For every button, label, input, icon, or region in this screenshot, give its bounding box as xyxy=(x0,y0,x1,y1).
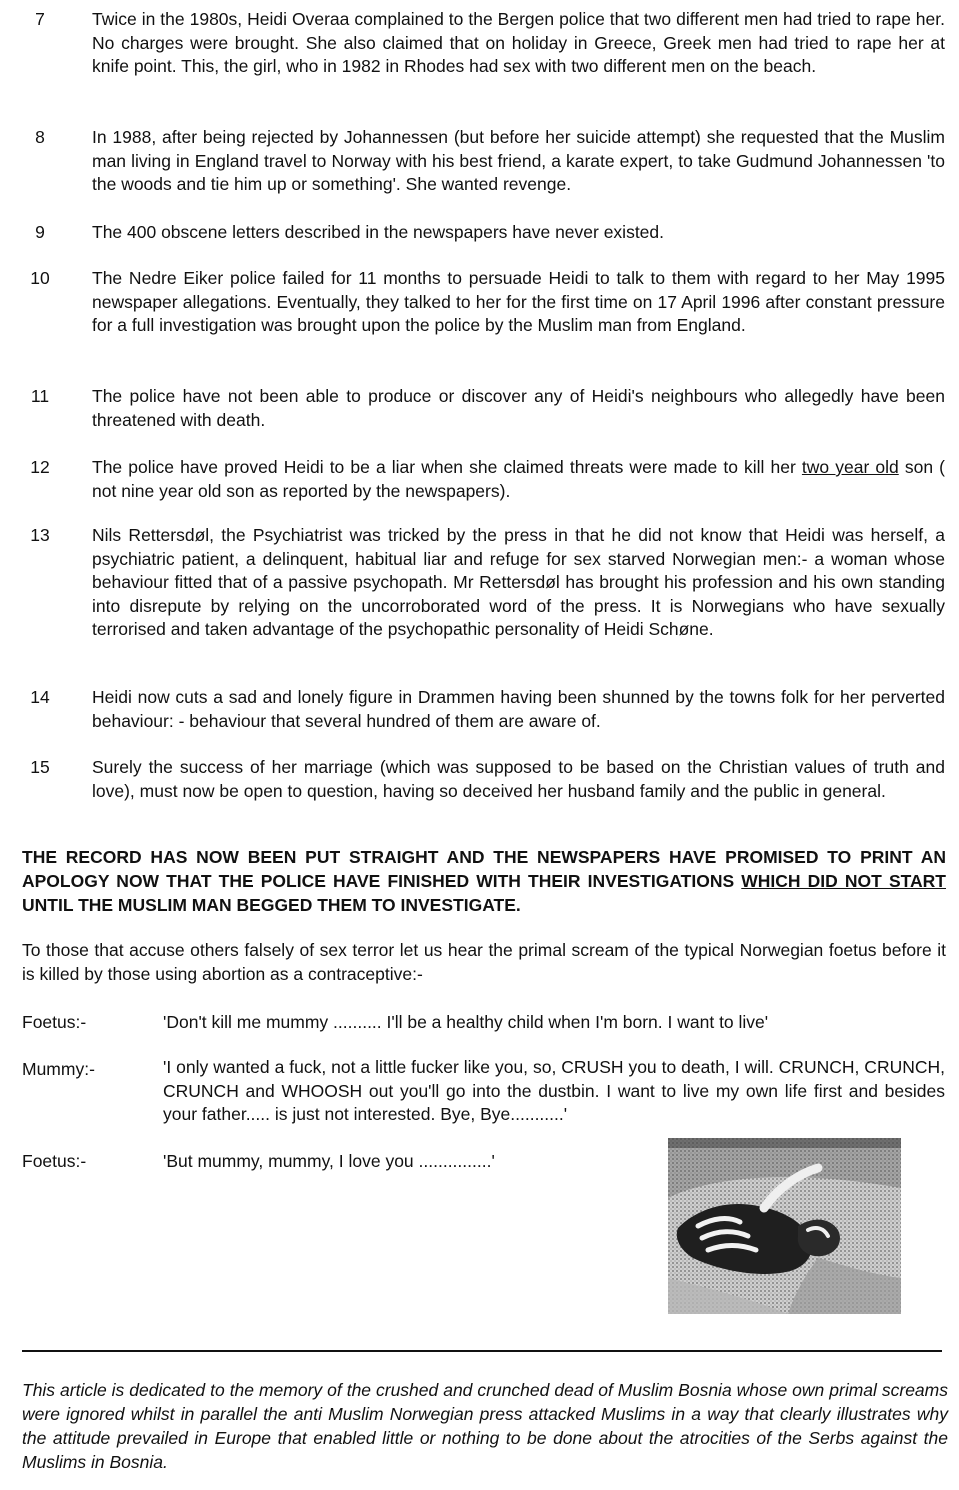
paragraph-text: Heidi now cuts a sad and lonely figure in Drammen having been shunned by the towns folk for her perverted behaviour: - behaviour that several hundred of them are aware of. xyxy=(92,687,945,731)
record-underlined-phrase: WHICH DID NOT START xyxy=(741,871,946,891)
dedication-paragraph: This article is dedicated to the memory of the crushed and crunched dead of Muslim Bosnia whose own primal screams were ignored whilst in parallel the anti Muslim Norwegian press attacked Muslims in a way that clearly illustrates why the attitude prevailed in Europe that enabled little or nothing to be done about the atrocities of the Serbs against the Muslims in Bosnia. xyxy=(22,1380,948,1472)
hands-photo xyxy=(668,1138,901,1314)
underlined-phrase: two year old xyxy=(801,457,899,477)
paragraph-text: The Nedre Eiker police failed for 11 months to persuade Heidi to talk to them with regard to her May 1995 newspaper allegations. Eventually, they talked to her for the first time on 17 April 1996 after constant pressure for a full investigation was brought upon the police by the Muslim man from England. xyxy=(92,268,945,335)
paragraph-text: Surely the success of her marriage (which was supposed to be based on the Christian values of truth and love), must now be open to question, having so deceived her husband family and the public in general. xyxy=(92,757,945,801)
paragraph-text: In 1988, after being rejected by Johannessen (but before her suicide attempt) she requested that the Muslim man living in England travel to Norway with his best friend, a karate expert, to take Gudmund Johannessen 'to the woods and tie him up or something'. She wanted revenge. xyxy=(92,127,945,194)
dialogue-speaker: Foetus:- xyxy=(22,1151,87,1171)
paragraph-number: 13 xyxy=(30,525,50,545)
record-statement xyxy=(22,845,946,917)
paragraph-number: 9 xyxy=(35,222,45,242)
paragraph-number: 11 xyxy=(30,386,50,406)
paragraph-text-part: The police have proved Heidi to be a liar when she claimed threats were made to kill her xyxy=(92,457,802,477)
record-text-part: UNTIL THE MUSLIM MAN BEGGED THEM TO INVESTIGATE. xyxy=(22,895,521,915)
paragraph-number: 7 xyxy=(35,9,45,29)
dialogue-text: 'I only wanted a fuck, not a little fucker like you, so, CRUSH you to death, I will. CRUNCH, CRUNCH, CRUNCH and WHOOSH out you'll go into the dustbin. I want to live my own life first and besides your father..... is just not interested. Bye, Bye...........' xyxy=(163,1057,945,1124)
paragraph-number: 8 xyxy=(35,127,45,147)
paragraph-number: 15 xyxy=(30,757,50,777)
paragraph-text: Nils Rettersdøl, the Psychiatrist was tricked by the press in that he did not know that Heidi was herself, a psychiatric patient, a delinquent, habitual liar and refuge for sex starved Norwegian men:- a woman whose behaviour fitted that of a passive psychopath. Mr Rettersdøl has brought his profession and his own standing into disrepute by relying on the uncorroborated word of the press. It is Norwegians who have sexually terrorised and taken advantage of the psychopathic personality of Heidi Schøne. xyxy=(92,525,945,639)
dialogue-speaker: Mummy:- xyxy=(22,1059,95,1079)
dialogue-text: 'Don't kill me mummy .......... I'll be a healthy child when I'm born. I want to live' xyxy=(163,1012,769,1032)
paragraph-text xyxy=(92,456,945,503)
dialogue-speaker: Foetus:- xyxy=(22,1012,87,1032)
hands-photo-illustration xyxy=(668,1138,901,1314)
record-text-part: THE RECORD HAS NOW BEEN PUT STRAIGHT AND THE NEWSPAPERS HAVE PROMISED TO PRINT AN APOLOGY NOW THAT THE POLICE HAVE FINISHED WITH THEIR INVESTIGATIONS xyxy=(22,847,946,891)
paragraph-number: 12 xyxy=(30,457,50,477)
intro-paragraph: To those that accuse others falsely of sex terror let us hear the primal scream of the typical Norwegian foetus before it is killed by those using abortion as a contraceptive:- xyxy=(22,940,946,984)
paragraph-text-part: son ( not nine year old son as reported by the newspapers). xyxy=(92,457,945,501)
paragraph-text: Twice in the 1980s, Heidi Overaa complained to the Bergen police that two different men had tried to rape her. No charges were brought. She also claimed that on holiday in Greece, Greek men had tried to rape her at knife point. This, the girl, who in 1982 in Rhodes had sex with two different men on the beach. xyxy=(92,9,945,76)
paragraph-number: 10 xyxy=(30,268,50,288)
dialogue-text: 'But mummy, mummy, I love you ...............' xyxy=(163,1151,495,1171)
paragraph-number: 14 xyxy=(30,687,50,707)
section-divider xyxy=(22,1350,942,1352)
paragraph-text: The police have not been able to produce or discover any of Heidi's neighbours who allegedly have been threatened with death. xyxy=(92,386,945,430)
paragraph-text: The 400 obscene letters described in the newspapers have never existed. xyxy=(92,222,665,242)
